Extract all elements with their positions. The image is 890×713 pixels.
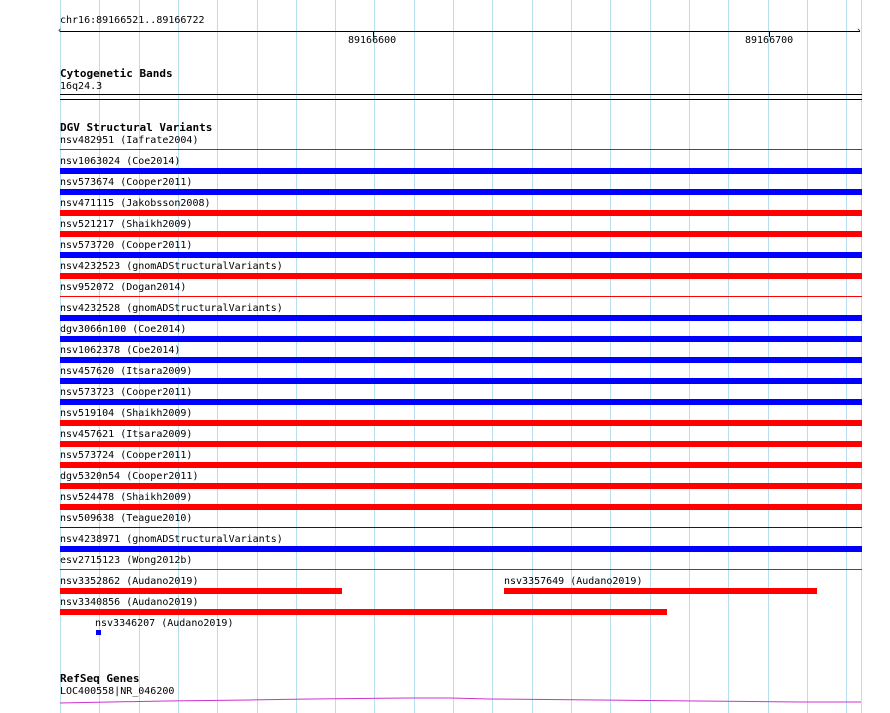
dgv-variant-feature[interactable] — [60, 399, 862, 405]
dgv-variant-feature[interactable] — [60, 210, 862, 216]
dgv-variant-label[interactable]: nsv573720 (Cooper2011) — [60, 240, 193, 251]
dgv-variant-label[interactable]: nsv4238971 (gnomADStructuralVariants) — [60, 534, 283, 545]
dgv-variant-feature[interactable] — [60, 527, 862, 528]
dgv-variant-label[interactable]: nsv573723 (Cooper2011) — [60, 387, 193, 398]
ruler-tick-label: 89166600 — [348, 35, 397, 46]
dgv-variant-feature[interactable] — [60, 420, 862, 426]
dgv-variant-feature[interactable] — [60, 252, 862, 258]
dgv-variant-label[interactable]: nsv521217 (Shaikh2009) — [60, 219, 193, 230]
dgv-variant-label[interactable]: nsv573724 (Cooper2011) — [60, 450, 193, 461]
dgv-variant-label[interactable]: nsv482951 (Iafrate2004) — [60, 135, 199, 146]
dgv-variant-label[interactable]: nsv573674 (Cooper2011) — [60, 177, 193, 188]
dgv-variant-label[interactable]: nsv952072 (Dogan2014) — [60, 282, 187, 293]
cytoband-band-top[interactable] — [60, 94, 862, 95]
dgv-variant-feature[interactable] — [60, 315, 862, 321]
dgv-variant-feature[interactable] — [60, 296, 862, 297]
ruler-tick-label: 89166700 — [745, 35, 794, 46]
dgv-variant-label[interactable]: nsv3357649 (Audano2019) — [504, 576, 643, 587]
dgv-variant-feature[interactable] — [60, 149, 862, 150]
dgv-variant-label[interactable]: nsv457621 (Itsara2009) — [60, 429, 193, 440]
dgv-variant-label[interactable]: nsv519104 (Shaikh2009) — [60, 408, 193, 419]
dgv-variant-feature[interactable] — [504, 588, 817, 594]
dgv-variant-feature[interactable] — [60, 546, 862, 552]
ruler-right-arrow-icon[interactable]: › — [856, 26, 862, 36]
dgv-variant-feature[interactable] — [96, 630, 101, 635]
ruler-line — [60, 31, 860, 32]
track-title-dgv-structural-variants[interactable]: DGV Structural Variants — [60, 121, 213, 134]
dgv-variant-feature[interactable] — [60, 168, 862, 174]
dgv-variant-feature[interactable] — [60, 588, 342, 594]
dgv-variant-label[interactable]: nsv4232528 (gnomADStructuralVariants) — [60, 303, 283, 314]
refseq-gene-label[interactable]: LOC400558|NR_046200 — [60, 686, 175, 697]
dgv-variant-feature[interactable] — [60, 504, 862, 510]
dgv-variant-feature[interactable] — [60, 231, 862, 237]
dgv-variant-feature[interactable] — [60, 189, 862, 195]
track-title-refseq-genes[interactable]: RefSeq Genes — [60, 672, 140, 685]
ruler-left-arrow-icon[interactable]: ‹ — [57, 26, 63, 36]
track-title-cytogenetic-bands[interactable]: Cytogenetic Bands — [60, 67, 173, 80]
dgv-variant-label[interactable]: nsv4232523 (gnomADStructuralVariants) — [60, 261, 283, 272]
dgv-variant-label[interactable]: nsv3346207 (Audano2019) — [95, 618, 234, 629]
dgv-variant-feature[interactable] — [60, 483, 862, 489]
dgv-variant-label[interactable]: nsv524478 (Shaikh2009) — [60, 492, 193, 503]
dgv-variant-feature[interactable] — [60, 569, 862, 570]
dgv-variant-label[interactable]: nsv471115 (Jakobsson2008) — [60, 198, 211, 209]
dgv-variant-label[interactable]: esv2715123 (Wong2012b) — [60, 555, 193, 566]
dgv-variant-label[interactable]: nsv1062378 (Coe2014) — [60, 345, 181, 356]
dgv-variant-feature[interactable] — [60, 609, 667, 615]
dgv-variant-label[interactable]: nsv1063024 (Coe2014) — [60, 156, 181, 167]
dgv-variant-label[interactable]: dgv3066n100 (Coe2014) — [60, 324, 187, 335]
dgv-variant-label[interactable]: nsv457620 (Itsara2009) — [60, 366, 193, 377]
dgv-variant-feature[interactable] — [60, 357, 862, 363]
dgv-variant-feature[interactable] — [60, 273, 862, 279]
dgv-variant-feature[interactable] — [60, 462, 862, 468]
dgv-variant-feature[interactable] — [60, 441, 862, 447]
dgv-variant-label[interactable]: dgv5320n54 (Cooper2011) — [60, 471, 199, 482]
dgv-variant-feature[interactable] — [60, 336, 862, 342]
cytoband-label[interactable]: 16q24.3 — [60, 81, 103, 92]
dgv-variant-label[interactable]: nsv3340856 (Audano2019) — [60, 597, 199, 608]
cytoband-band-bottom[interactable] — [60, 99, 862, 100]
dgv-variant-feature[interactable] — [60, 378, 862, 384]
ruler-locus: chr16:89166521..89166722 — [60, 15, 205, 26]
dgv-variant-label[interactable]: nsv509638 (Teague2010) — [60, 513, 193, 524]
dgv-variant-label[interactable]: nsv3352862 (Audano2019) — [60, 576, 199, 587]
